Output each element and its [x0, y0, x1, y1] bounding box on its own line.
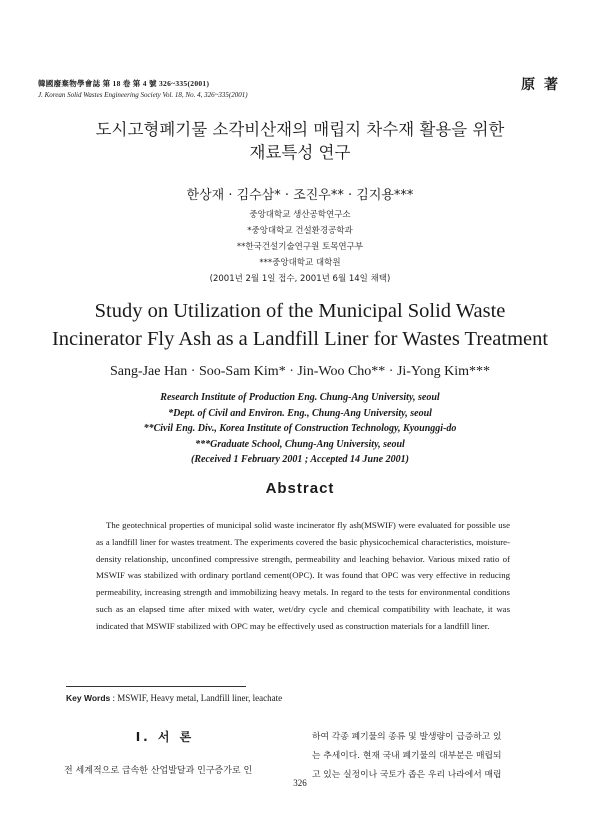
korean-authors: 한상재 · 김수삼* · 조진우** · 김지용*** [186, 188, 414, 203]
english-authors: Sang-Jae Han · Soo-Sam Kim* · Jin-Woo Cho** · Ji-Yong Kim*** [109, 364, 491, 379]
keywords [66, 693, 282, 703]
section-heading-introduction: Ⅰ. 서 론 [135, 730, 195, 744]
body-paragraph: 전 세계적으로 급속한 산업발달과 인구증가로 인 [64, 766, 253, 776]
article-type-label: 原 著 [521, 77, 560, 93]
korean-affiliations [0, 207, 600, 287]
english-title-line: Study on Utilization of the Municipal Solid Waste [94, 300, 506, 322]
page-number: 326 [293, 778, 307, 788]
body-text-line: 는 추세이다. 현재 국내 폐기물의 대부분은 매립되 [312, 751, 502, 761]
korean-title-line: 도시고형폐기물 소각비산재의 매립지 차수재 활용을 위한 [95, 120, 505, 139]
body-column-left [40, 728, 290, 776]
english-title [0, 297, 600, 353]
keywords-divider [66, 686, 246, 687]
english-received-date: (Received 1 February 2001 ; Accepted 14 June 2001) [191, 454, 409, 465]
keywords-text: : MSWIF, Heavy metal, Landfill liner, leachate [112, 693, 283, 703]
korean-affiliation: ***중앙대학교 대학원 [259, 258, 341, 268]
abstract-heading: Abstract [265, 480, 335, 497]
english-affiliation: ***Graduate School, Chung-Ang University, seoul [195, 438, 405, 450]
english-title-line: Incinerator Fly Ash as a Landfill Liner for Wastes Treatment [51, 328, 549, 350]
journal-citation-english: J. Korean Solid Wastes Engineering Society Vol. 18, No. 4, 326~335(2001) [38, 91, 248, 99]
korean-received-date: (2001년 2월 1일 접수, 2001년 6월 14일 채택) [209, 274, 391, 284]
korean-title-line: 재료특성 연구 [249, 143, 351, 162]
korean-title [0, 118, 600, 164]
english-affiliation: Research Institute of Production Eng. Chung-Ang University, seoul [160, 392, 440, 403]
english-affiliation: **Civil Eng. Div., Korea Institute of Construction Technology, Kyounggi-do [143, 423, 457, 434]
abstract-body: The geotechnical properties of municipal solid waste incinerator fly ash(MSWIF) were evaluated for possible use as a landfill liner for wastes treatment. The experiments covered the basic physicochemical characteristics, moisture-density relationship, unconfined compressive strength, permeability and leaching behavior. Various mixed ratio of MSWIF was stabilized with ordinary portland cement(OPC). It was found that OPC was very effective in reducing permeability, increasing strength and immobilizing heavy metals. In regard to the tests for environmental conditions such as an elapsed time after mixed with water, wet/dry cycle and chemical compatibility with leachate, it was indicated that MSWIF stabilized with OPC may be effectively used as construction materials for a landfill liner. [96, 520, 510, 631]
body-text-line: 고 있는 실정이나 국토가 좁은 우리 나라에서 매립 [312, 770, 502, 780]
korean-affiliation: **한국건설기술연구원 토목연구부 [236, 242, 364, 252]
korean-affiliation: 중앙대학교 생산공학연구소 [249, 210, 351, 220]
keywords-label: Key Words [66, 693, 111, 703]
korean-affiliation: *중앙대학교 건설환경공학과 [247, 226, 353, 236]
journal-citation-korean: 韓國廢棄物學會誌 第 18 卷 第 4 號 326~335(2001) [38, 79, 210, 88]
english-affiliation: *Dept. of Civil and Environ. Eng., Chung-Ang University, seoul [168, 407, 432, 419]
journal-citation [38, 78, 248, 99]
body-text-line: 하여 각종 폐기물의 종류 및 발생량이 급증하고 있 [312, 732, 502, 742]
english-affiliations [0, 390, 600, 468]
body-column-right [312, 728, 562, 785]
